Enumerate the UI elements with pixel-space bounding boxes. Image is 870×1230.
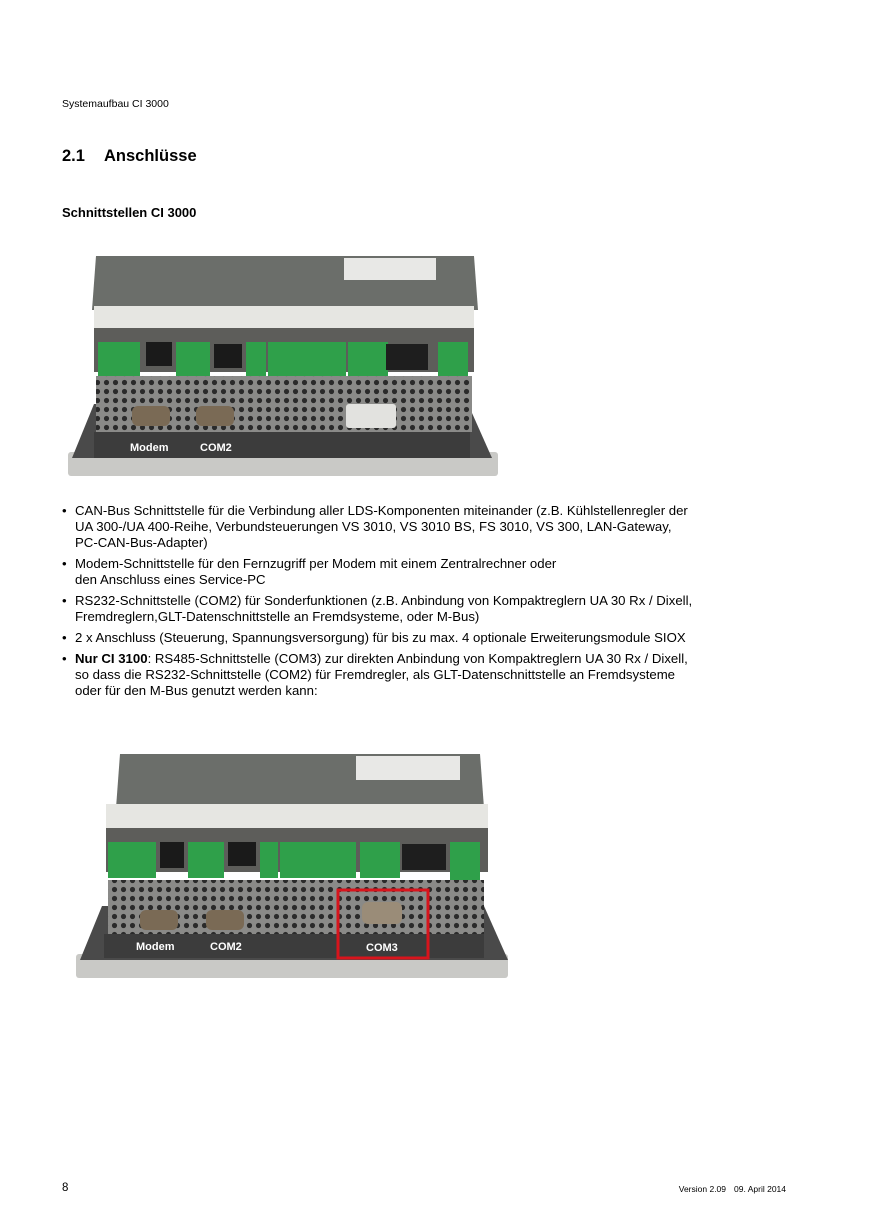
running-header: Systemaufbau CI 3000 [62,98,169,110]
list-item: • RS232-Schnittstelle (COM2) für Sonderfunktionen (z.B. Anbindung von Kompaktreglern UA 30 Rx / Dixell, Fremdreglern,GLT-Datenschnittstelle an Fremdsysteme, oder M-Bus) [62,593,782,625]
version: Version 2.09 [678,1184,727,1194]
subheading: Schnittstellen CI 3000 [62,205,197,220]
page-number: 8 [62,1182,69,1194]
interface-list [62,503,782,704]
port-label-com3: COM3 [366,942,398,954]
version-info [679,1184,786,1194]
port-label-modem: Modem [136,941,175,953]
list-item: • 2 x Anschluss (Steuerung, Spannungsversorgung) für bis zu max. 4 optionale Erweiterungsmodule SIOX [62,630,782,646]
section-title-text: Anschlüsse [104,147,197,165]
port-label-modem: Modem [130,442,169,454]
device-photo-ci3100 [74,750,514,980]
list-item: • Modem-Schnittstelle für den Fernzugriff per Modem mit einem Zentralrechner oder den Anschluss eines Service-PC [62,556,782,588]
port-label-com2: COM2 [200,442,232,454]
section-title [62,147,197,166]
list-item: • CAN-Bus Schnittstelle für die Verbindung aller LDS-Komponenten miteinander (z.B. Kühlstellenregler der UA 300-/UA 400-Reihe, Verbundsteuerungen VS 3010, VS 3010 BS, FS 3010, VS 300, LAN-Gateway, PC-CAN-Bus-Adapter) [62,503,782,551]
section-number: 2.1 [62,147,85,165]
bold-prefix: Nur CI 3100 [75,651,148,666]
list-item: • Nur CI 3100: RS485-Schnittstelle (COM3) zur direkten Anbindung von Kompaktreglern UA 30 Rx / Dixell, so dass die RS232-Schnittstelle (COM2) für Fremdregler, als GLT-Datenschnittstelle an Fremdsysteme oder für den M-Bus genutzt werden kann: [62,651,782,699]
version-date: 09. April 2014 [734,1184,786,1194]
port-label-com2: COM2 [210,941,242,953]
device-photo-ci3000 [66,252,498,478]
